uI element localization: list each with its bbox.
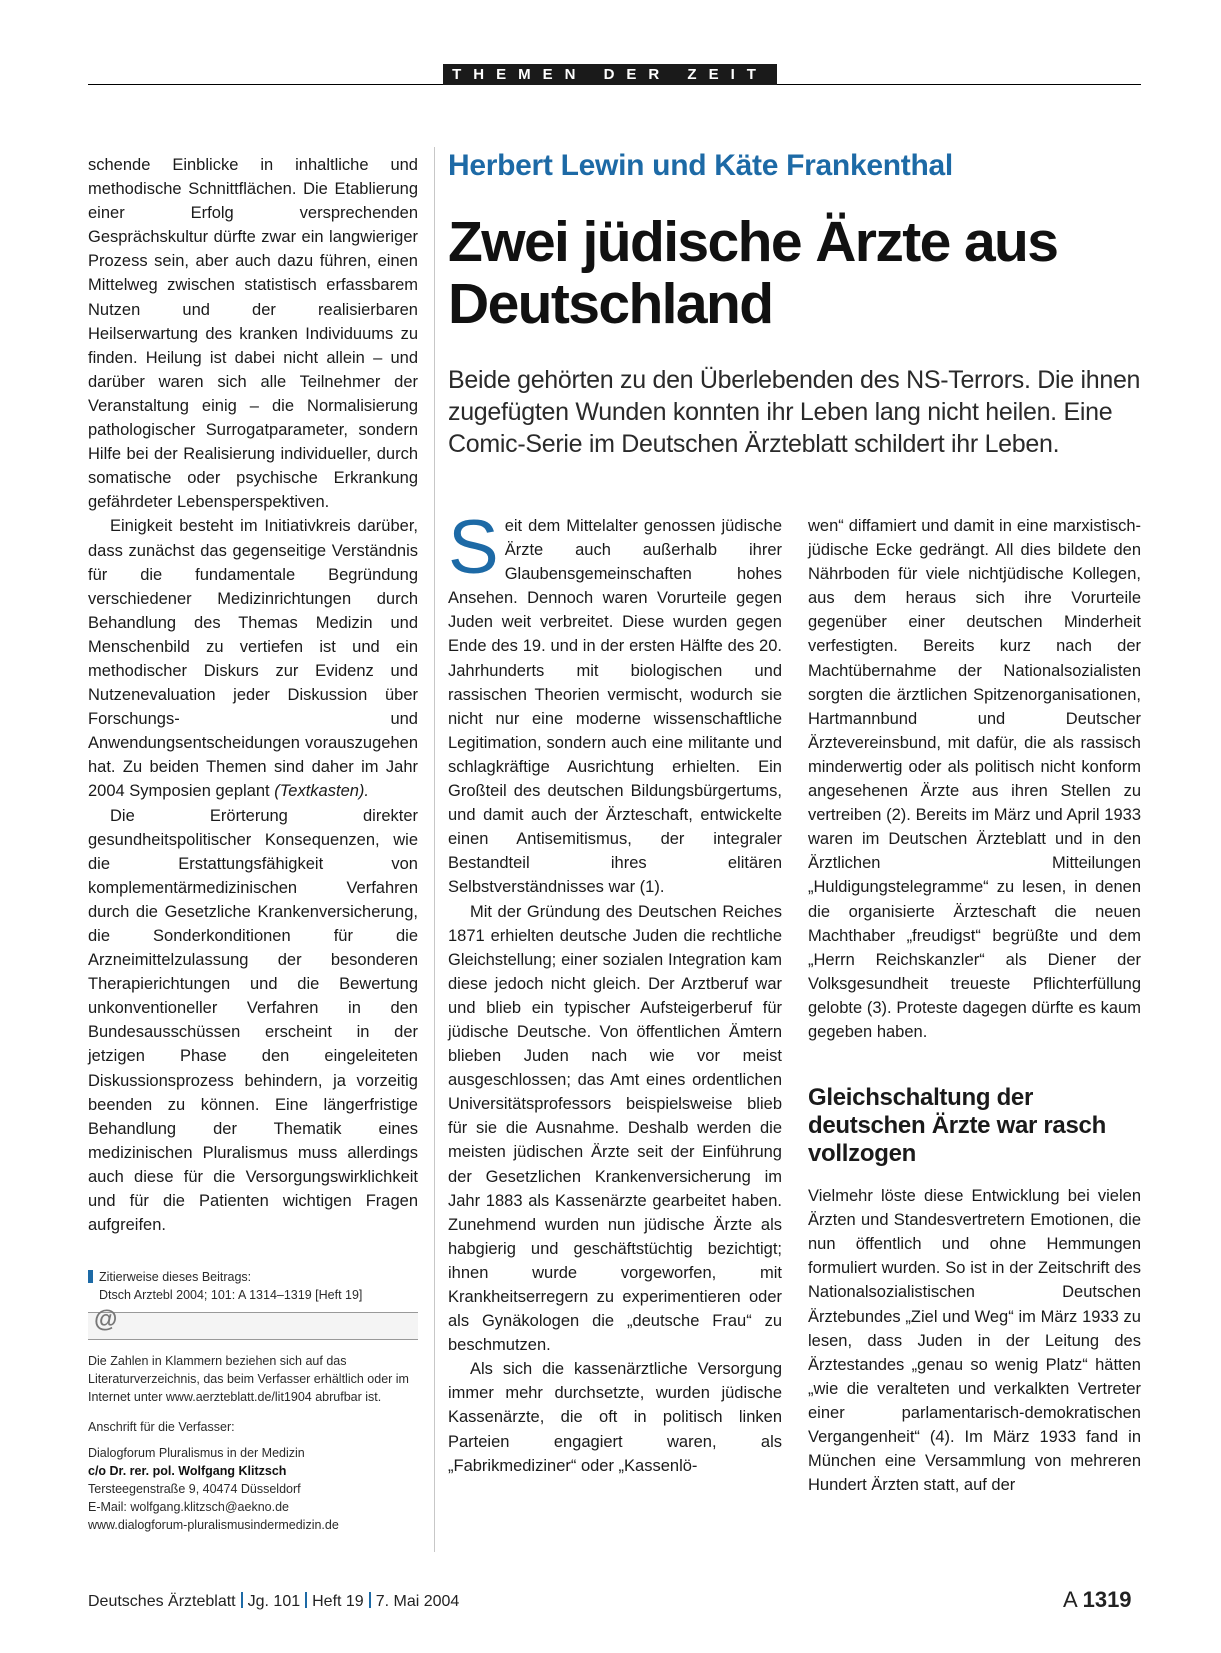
article-deck: Beide gehörten zu den Überlebenden des NS-Terrors. Die ihnen zugefügten Wunden konnten ihr Leben lang nicht heilen. Eine Comic-Serie im Deutschen Ärzteblatt schildert ihr Leben. <box>448 366 1141 458</box>
column-divider <box>434 147 435 1552</box>
footer <box>88 1592 459 1611</box>
col2-paragraph-1 <box>448 505 782 900</box>
textkasten-ref: (Textkasten). <box>274 782 369 801</box>
address-website: www.dialogforum-pluralismusindermedizin.de <box>88 1518 339 1532</box>
citation-marker <box>88 1270 93 1283</box>
address-label: Anschrift für die Verfasser: <box>88 1420 235 1434</box>
journal-issue: Heft 19 <box>312 1593 364 1610</box>
journal-volume: Jg. 101 <box>247 1593 301 1610</box>
address-line-1: Dialogforum Pluralismus in der Medizin <box>88 1446 305 1460</box>
article-kicker: Herbert Lewin und Käte Frankenthal <box>448 149 953 182</box>
at-icon: @ <box>94 1306 118 1333</box>
col2-paragraph-2: Mit der Gründung des Deutschen Reiches 1871 erhielten deutsche Juden die rechtliche Gleichstellung; einer sozialen Integration kam diese jedoch nicht gleich. Der Arztberuf war und blieb ein typischer Aufsteigerberuf für jüdische Deutsche. Von öffentlichen Ämtern blieben Juden nach wie vor meist ausgeschlossen; das Amt eines ordentlichen Universitätsprofessors beispielsweise blieb für sie die Ausnahme. Deshalb werden die meisten jüdischen Ärzte seit der Einführung der Gesetzlichen Krankenversicherung im Jahr 1883 als Kassenärzte gearbeitet haben. Zunehmend wurden nun jüdische Ärzte als habgierig und geschäftstüchtig bezichtigt; ihnen wurde vorgeworfen, mit Krankheitserregern zu experimentieren oder als Gynäkologen die „deutsche Frau“ zu beschmutzen. <box>448 902 782 1355</box>
col3-paragraph-1: wen“ diffamiert und damit in eine marxistisch-jüdische Ecke gedrängt. All dies bildete den Nährboden für viele nichtjüdische Kollegen, aus dem heraus sich ihre Vorurteile gegenüber einer deutschen Minderheit verfestigten. Bereits kurz nach der Machtübernahme der Nationalsozialisten sorgten die ärztlichen Spitzenorganisationen, Hartmannbund und Deutscher Ärztevereinsbund, mit dafür, die als rassisch minderwertig oder als politisch nicht konform angesehenen Ärzte aus ihren Stellen zu vertreiben (2). Bereits im März und April 1933 waren im Deutschen Ärzteblatt und in den Ärztlichen Mitteilungen „Huldigungstelegramme“ zu lesen, in denen die organisierte Ärzteschaft die neuen Machthaber „freudigst“ begrüßte und dem „Herrn Reichskanzler“ als Diener der Volksgesundheit treueste Pflichterfüllung gelobte (3). Proteste dagegen dürfte es kaum gegeben haben. <box>808 517 1141 1041</box>
article-headline: Zwei jüdische Ärzte aus Deutschland <box>448 210 1058 336</box>
info-box <box>88 1268 418 1534</box>
subheading: Gleichschaltung der deutschen Ärzte war rasch vollzogen <box>808 1084 1106 1168</box>
drop-cap: S <box>448 505 499 590</box>
footer-separator <box>241 1592 243 1608</box>
citation-label <box>88 1268 418 1286</box>
address-email: E-Mail: wolfgang.klitzsch@aekno.de <box>88 1500 289 1514</box>
address-line-3: Tersteegenstraße 9, 40474 Düsseldorf <box>88 1482 301 1496</box>
column-1 <box>88 153 418 1237</box>
col3-paragraph-2: Vielmehr löste diese Entwicklung bei vielen Ärzten und Standesvertretern Emotionen, die nun öffentlich und ohne Hemmungen formuliert wurden. So ist in der Zeitschrift des Nationalsozialistischen Deutschen Ärztebundes „Ziel und Weg“ im März 1933 zu lesen, dass Juden in der Leitung des Ärztestandes „genau so wenig Platz“ hätten „wie die veralteten und verkalkten Vertreter einer parlamentarisch-demokratischen Vergangenheit“ (4). Im März 1933 fand in München eine Versammlung von mehreren Hundert Ärzten statt, auf der <box>808 1187 1141 1495</box>
journal-date: 7. Mai 2004 <box>375 1593 460 1610</box>
page-number <box>1063 1587 1132 1613</box>
literature-note: Die Zahlen in Klammern beziehen sich auf das Literaturverzeichnis, das beim Verfasser erhältlich oder im Internet unter www.aerzteblatt.de/lit1904 abrufbar ist. <box>88 1354 409 1404</box>
col1-paragraph-2 <box>88 514 418 803</box>
at-divider <box>88 1306 418 1340</box>
citation-ref: Dtsch Arztebl 2004; 101: A 1314–1319 [Heft 19] <box>99 1288 363 1302</box>
journal-name: Deutsches Ärzteblatt <box>88 1593 236 1610</box>
footer-separator <box>305 1592 307 1608</box>
section-label: THEMEN DER ZEIT <box>443 64 777 85</box>
col2-paragraph-3: Als sich die kassenärztliche Versorgung immer mehr durchsetzte, wurden jüdische Kassenärzte, die oft in politisch linken Parteien engagiert waren, als „Fabrikmediziner“ oder „Kassenlö- <box>448 1360 782 1475</box>
citation-label-text: Zitierweise dieses Beitrags: <box>99 1270 252 1284</box>
page-prefix: A <box>1063 1587 1077 1612</box>
col1-paragraph-2-text: Einigkeit besteht im Initiativkreis darüber, dass zunächst das gegenseitige Verständnis für die fundamentale Begründung verschiedener Medizinrichtungen durch Behandlung des Themas Medizin und Menschenbild zu vertiefen ist und ein methodischer Diskurs zur Evidenz und Nutzenevaluation jeder Diskussion über Forschungs- und Anwendungsentscheidungen vorauszugehen hat. Zu beiden Themen sind daher im Jahr 2004 Symposien geplant <box>88 517 418 801</box>
column-2 <box>448 505 782 1478</box>
column-3 <box>808 514 1141 1497</box>
col1-paragraph-1: schende Einblicke in inhaltliche und methodische Schnittflächen. Die Etablierung einer Erfolg versprechenden Gesprächskultur dürfte zwar ein langwieriger Prozess sein, aber auch dazu führen, einen Mittelweg zwischen statistisch erfassbarem Nutzen und der realisierbaren Heilserwartung des kranken Individuums zu finden. Heilung ist dabei nicht allein – und darüber waren sich alle Teilnehmer der Veranstaltung einig – die Normalisierung pathologischer Surrogatparameter, sondern Hilfe bei der Realisierung individueller, durch somatische oder psychische Erkrankung gefährdeter Lebensperspektiven. <box>88 156 418 512</box>
col1-paragraph-3: Die Erörterung direkter gesundheitspolitischer Konsequenzen, wie die Erstattungsfähigkeit von komplementärmedizinischen Verfahren durch die Gesetzliche Krankenversicherung, die Sonderkonditionen für die Arzneimittelzulassung der besonderen Therapierichtungen und die Bewertung unkonventioneller Verfahren in den Bundesausschüssen erscheint in der jetzigen Phase den eingeleiteten Diskussionsprozess behindern, ja vorzeitig beenden zu können. Eine längerfristige Behandlung der Thematik eines medizinischen Pluralismus muss allerdings auch diese für die Versorgungswirklichkeit und für die Patienten wichtigen Fragen aufgreifen. <box>88 806 418 1235</box>
address-line-2: c/o Dr. rer. pol. Wolfgang Klitzsch <box>88 1464 287 1478</box>
page-number-value: 1319 <box>1082 1587 1132 1612</box>
col2-paragraph-1-text: eit dem Mittelalter genossen jüdische Ärzte auch außerhalb ihrer Glaubensgemeinschaften hohes Ansehen. Dennoch waren Vorurteile gegen Juden weit verbreitet. Diese wurden gegen Ende des 19. und in der ersten Hälfte des 20. Jahrhunderts mit biologischen und rassischen Theorien vermischt, wodurch sie nicht nur eine moderne wissenschaftliche Legitimation, sondern auch eine militante und schlagkräftige Ausrichtung erhielten. Ein Großteil des deutschen Bildungsbürgertums, und damit auch der Ärzteschaft, entwickelte einen Antisemitismus, der integraler Bestandteil ihres elitären Selbstverständnisses war (1). <box>448 517 782 897</box>
footer-separator <box>369 1592 371 1608</box>
